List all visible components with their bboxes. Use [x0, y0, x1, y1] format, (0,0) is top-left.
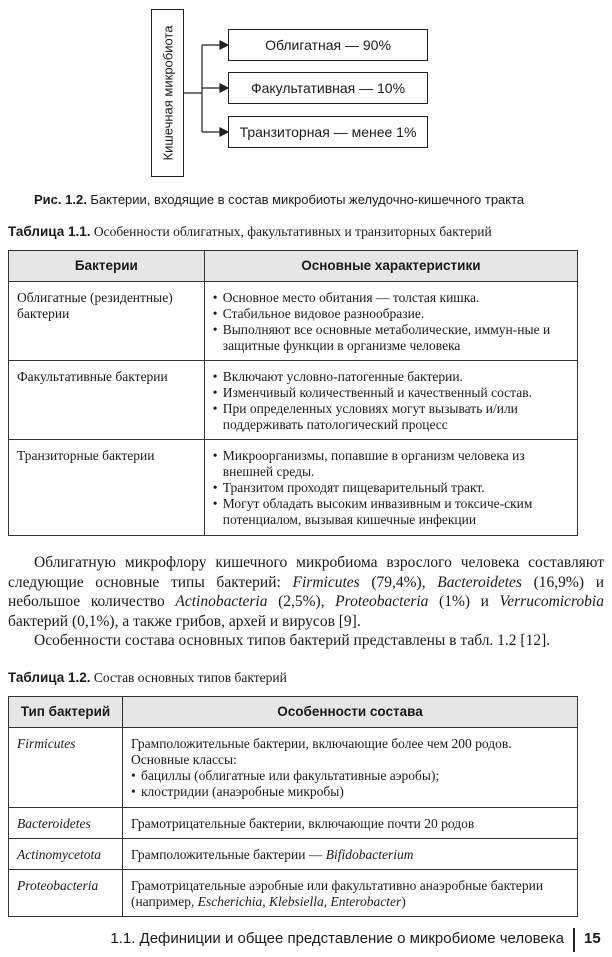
table-row: [9, 728, 578, 808]
figure-caption-label: Рис. 1.2.: [34, 192, 87, 207]
table2-label: Таблица 1.2.: [8, 670, 91, 685]
taxon-name: Bifidobacterium: [325, 847, 414, 862]
bullet-list: [213, 448, 571, 528]
table1-row-cell: [204, 361, 577, 440]
taxon-name: Verrucomicrobia: [499, 593, 604, 610]
running-footer-title: 1.1. Дефиниции и общее представление о микробиоме человека: [110, 930, 564, 947]
table-row: [9, 361, 578, 440]
table1-row-cell: [204, 282, 577, 361]
table1-header-bacteria: Бактерии: [9, 251, 205, 282]
table-row: [9, 870, 578, 917]
text-run: бактерий (0,1%), а также грибов, архей и вирусов [9].: [8, 612, 361, 630]
list-item: • Могут обладать высоким инвазивным и токсиче-ским потенциалом, вызывая кишечные инфекции: [213, 496, 571, 528]
list-item: • Выполняют все основные метаболические, иммун-ные и защитные функции в организме человека: [213, 322, 571, 354]
diagram-root-label: Кишечная микробиота: [160, 25, 175, 161]
table-row: [9, 282, 578, 361]
taxon-name: Firmicutes: [17, 736, 76, 751]
taxon-name: Klebsiella: [268, 894, 324, 909]
paragraph-2: Особенности состава основных типов бактерий представлены в табл. 1.2 [12].: [34, 632, 551, 649]
taxon-name: Proteobacteria: [17, 878, 99, 893]
diagram-box-obligate: Облигатная — 90%: [228, 29, 428, 61]
table1-row-name: Транзиторные бактерии: [9, 440, 205, 536]
table1-row-cell: [204, 440, 577, 536]
text-run: (79,4%),: [359, 573, 438, 591]
taxon-name: Actinomycetota: [17, 847, 101, 862]
diagram-box-facultative: Факультативная — 10%: [228, 72, 428, 104]
bullet-list: [213, 290, 571, 354]
text-run: (16,9%) и небольшое количество: [8, 573, 604, 610]
table2-title: Состав основных типов бактерий: [90, 670, 287, 685]
bullet-list: [131, 768, 571, 800]
taxon-name: Actinobacteria: [175, 593, 268, 610]
table1-caption: [8, 224, 492, 240]
taxon-name: Proteobacteria: [335, 593, 429, 610]
paragraph-1: [8, 553, 604, 631]
list-item: • Стабильное видовое разнообразие.: [213, 306, 571, 322]
table1: [8, 250, 578, 536]
table2-row-cell: [122, 870, 577, 917]
taxon-name: Escherichia: [197, 894, 263, 909]
table2-header-row: [9, 697, 578, 728]
table1-row-name: Факультативные бактерии: [9, 361, 205, 440]
table2-row-name: [9, 728, 123, 808]
text-run: ,: [323, 894, 331, 909]
figure-caption-text: Бактерии, входящие в состав микробиоты желудочно-кишечного тракта: [86, 192, 525, 207]
arrowhead-3: [220, 128, 228, 136]
list-item: • Основное место обитания — толстая кишка.: [213, 290, 571, 306]
text-run: ): [401, 894, 406, 909]
table2-row-cell: [122, 839, 577, 870]
list-item: • Микроорганизмы, попавшие в организм человека из внешней среды.: [213, 448, 571, 480]
text-run: (2,5%),: [267, 593, 336, 610]
table1-label: Таблица 1.1.: [8, 224, 91, 239]
table2-row-cell: Грамотрицательные бактерии, включающие почти 20 родов: [122, 808, 577, 839]
table2-header-composition: Особенности состава: [122, 697, 577, 728]
table1-row-name: Облигатные (резидентные) бактерии: [9, 282, 205, 361]
table1-header-row: [9, 251, 578, 282]
text-run: (1%) и: [428, 593, 500, 610]
list-item: • Изменчивый количественный и качественный состав.: [213, 385, 571, 401]
taxon-name: Firmicutes: [292, 573, 360, 591]
taxon-name: Bacteroidetes: [437, 573, 522, 591]
footer-divider: [573, 928, 575, 952]
table2: [8, 696, 578, 917]
taxon-name: Bacteroidetes: [17, 816, 91, 831]
figure-caption: [34, 192, 524, 207]
table2-header-type: Тип бактерий: [9, 697, 123, 728]
microbiota-diagram: [0, 0, 612, 185]
list-item: • Включают условно-патогенные бактерии.: [213, 369, 571, 385]
diagram-box-transient: Транзиторная — менее 1%: [228, 116, 428, 148]
table2-caption: [8, 670, 287, 686]
text-run: ,: [262, 894, 269, 909]
arrowhead-1: [220, 41, 228, 49]
bullet-list: [213, 369, 571, 433]
list-item: • клостридии (анаэробные микробы): [131, 784, 571, 800]
table2-row-cell: [122, 728, 577, 808]
arrowhead-2: [220, 84, 228, 92]
table2-row-name: [9, 808, 123, 839]
table1-title: Особенности облигатных, факультативных и транзиторных бактерий: [90, 224, 492, 239]
table2-row-name: [9, 870, 123, 917]
list-item: • Транзитом проходят пищеварительный тракт.: [213, 480, 571, 496]
table-row: [9, 839, 578, 870]
page-number: 15: [584, 930, 601, 947]
table2-row-name: [9, 839, 123, 870]
table-row: [9, 808, 578, 839]
text-run: Грамположительные бактерии —: [130, 847, 326, 862]
diagram-root-box: [151, 9, 184, 177]
page-footer: [0, 928, 612, 952]
body-paragraph: [8, 553, 604, 651]
list-item: • При определенных условиях могут вызывать и/или поддерживать патологический процесс: [213, 401, 571, 433]
cell-text: Грамположительные бактерии, включающие более чем 200 родов. Основные классы:: [130, 736, 512, 767]
taxon-name: Enterobacter: [330, 894, 402, 909]
table1-header-characteristics: Основные характеристики: [204, 251, 577, 282]
text-run: Грамотрицательные аэробные или факультативно анаэробные бактерии (например,: [130, 878, 544, 909]
list-item: • бациллы (облигатные или факультативные аэробы);: [131, 768, 571, 784]
table-row: [9, 440, 578, 536]
text-run: Облигатную микрофлору кишечного микробиома взрослого человека составляют следующие основные типы бактерий:: [8, 554, 604, 591]
